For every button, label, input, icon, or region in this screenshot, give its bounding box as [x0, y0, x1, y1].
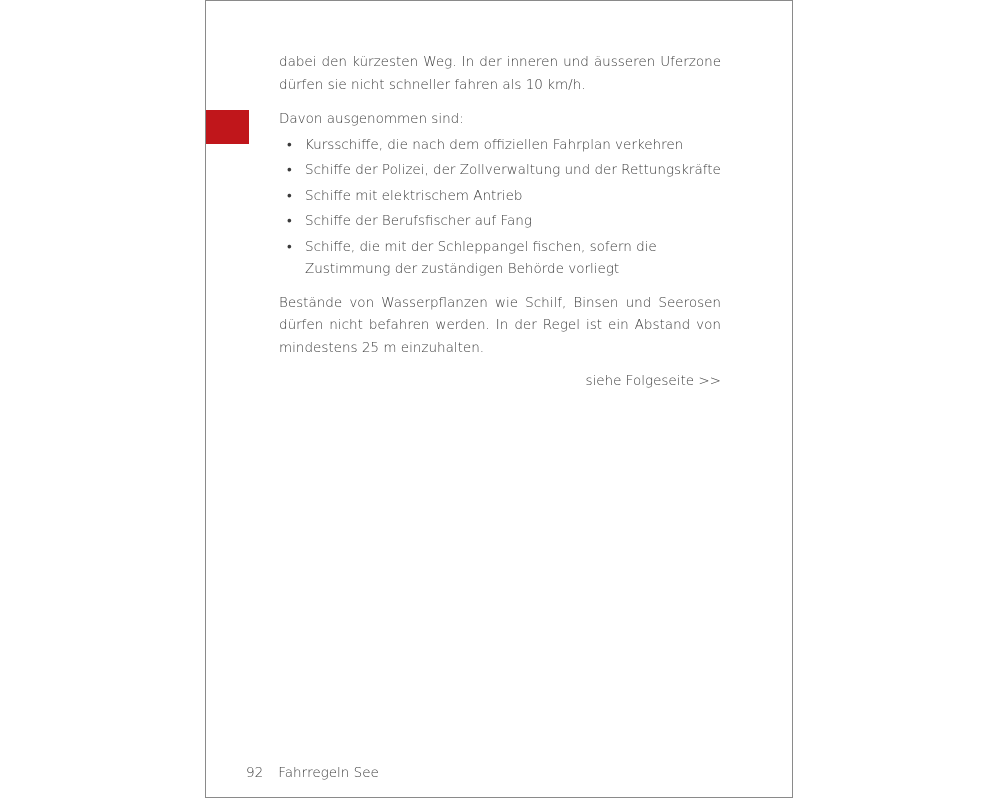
bullet-icon: • [287, 187, 292, 204]
chapter-marker [206, 110, 249, 144]
page-number: 92 [246, 765, 264, 781]
list-item-text: Schiffe, die mit der Schleppangel fischen, sofern die Zustimmung der zuständigen Behörde vorliegt [305, 238, 657, 277]
list-item [279, 210, 721, 233]
list-item-text: Schiffe der Berufsfischer auf Fang [305, 213, 532, 229]
list-item [279, 134, 721, 157]
paragraph-exceptions-intro: Davon ausgenommen sind: [279, 111, 464, 127]
list-item [279, 236, 721, 281]
page-content [279, 51, 721, 393]
list-item [279, 185, 721, 208]
bullet-icon: • [287, 162, 292, 178]
paragraph-speed-limit: dabei den kürzesten Weg. In der inneren und äusseren Uferzone dürfen sie nicht schneller fahren als 10 km/h. [279, 54, 721, 93]
list-item-text: Schiffe der Polizei, der Zollverwaltung und der Rettungskräfte [305, 162, 721, 178]
paragraph-water-plants: Bestände von Wasserpflanzen wie Schilf, Binsen und Seerosen dürfen nicht befahren werden. In der Regel ist ein Abstand von mindestens 25 m einzuhalten. [279, 294, 721, 356]
exceptions-list [279, 134, 721, 281]
list-item-text: Kursschiffe, die nach dem offiziellen Fahrplan verkehren [305, 136, 684, 153]
bullet-icon: • [287, 136, 292, 153]
list-item [279, 159, 721, 182]
page-footer [246, 762, 379, 784]
bullet-icon: • [287, 238, 292, 255]
section-title: Fahrregeln See [278, 765, 379, 781]
list-item-text: Schiffe mit elektrischem Antrieb [305, 187, 523, 204]
bullet-icon: • [287, 213, 292, 229]
next-page-hint: siehe Folgeseite >> [585, 373, 721, 389]
